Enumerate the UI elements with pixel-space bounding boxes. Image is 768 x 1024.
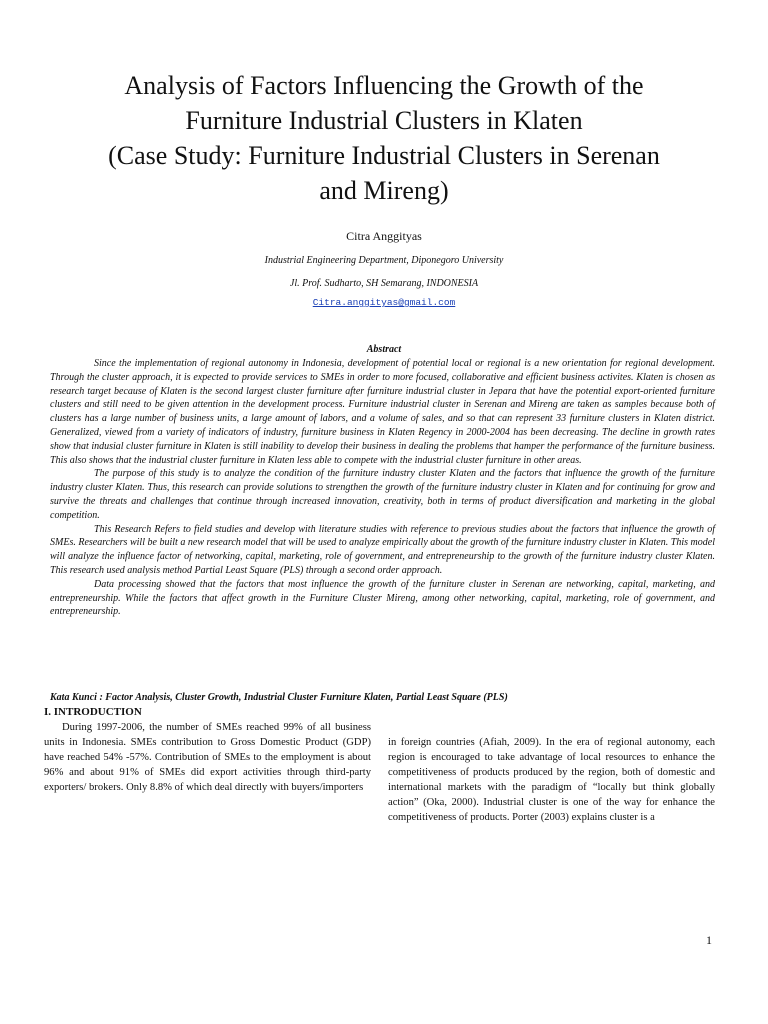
- abstract-paragraph: Data processing showed that the factors that most influence the growth of the furniture cluster in Serenan are networking, capital, marketing, and entrepreneurship. While the factors that affect growth in the Furniture Cluster Mireng, among other networking, capital, marketing, role of government, and entrepreneurship.: [50, 578, 715, 618]
- abstract-paragraph: Since the implementation of regional autonomy in Indonesia, development of potential local or regional is a new orientation for regional development. Through the cluster approach, it is expected to provide services to SMEs in order to more focused, collaborative and efficient business activites. Klaten is chosen as research target because of Klaten is the second largest cluster furniture after furniture industrial cluster in Jepara that have the potential export-oriented furniture clusters and still need to be given attention in the development process. Furniture industrial cluster in Serenan and Mireng are taken as samples because both of clusters has a large number of business units, a large amount of labors, and a volume of sales, and so that can represent 33 furniture clusters in Klaten district. Generalized, viewed from a variety of indicators of industry, furniture business in Klaten Regency in 2000-2004 has been decreasing. The decline in growth rates show that indusial cluster furniture in Klaten is still inability to develop their business in dealing the problems that hamper the performance of the furniture business. This also shows that the industrial cluster furniture in Klaten less able to compete with the industrial cluster furniture in other areas.: [50, 358, 715, 466]
- author-name: Citra Anggityas: [346, 229, 422, 243]
- section-heading-introduction: I. INTRODUCTION: [44, 706, 142, 718]
- left-column: [44, 705, 371, 795]
- title-line: Furniture Industrial Clusters in Klaten: [185, 106, 583, 135]
- keywords: Kata Kunci : Factor Analysis, Cluster Growth, Industrial Cluster Furniture Klaten, Partial Least Square (PLS): [50, 692, 508, 703]
- title-line: and Mireng): [319, 176, 449, 205]
- introduction-paragraph-right: in foreign countries (Afiah, 2009). In the era of regional autonomy, each region is encouraged to take advantage of local resources to enhance the competitiveness of products produced by the region, both of domestic and international markets with the paradigm of “locally but think globally action” (Oka, 2000). Industrial cluster is one of the way for enhance the competitiveness of products. Porter (2003) explains cluster is a: [388, 737, 715, 823]
- page-number: 1: [706, 933, 712, 947]
- author-email-link[interactable]: Citra.anggityas@gmail.com: [312, 297, 456, 308]
- abstract-body: [50, 357, 715, 619]
- introduction-paragraph-left: During 1997-2006, the number of SMEs reached 99% of all business units in Indonesia. SMEs contribution to Gross Domestic Product (GDP) have reached 54% -57%. Contribution of SMEs to the employment is about 96% and about 91% of SMEs did export activities through third-party exporters/ brokers. Only 8.8% of which deal directly with buyers/importers: [44, 722, 371, 793]
- abstract-paragraph: This Research Refers to field studies and develop with literature studies with reference to previous studies about the factors that influence the growth of SMEs. Researchers will be built a new research model that will be used to analyze empirically about the growth of the furniture industry cluster in Klaten. This model will analyze the influence factor of networking, capital, marketing, role of government, and entrepreneurship to the growth of the furniture industry cluster Klaten. This research used analysis method Partial Least Square (PLS) through a second order approach.: [50, 523, 715, 576]
- title-line: (Case Study: Furniture Industrial Clusters in Serenan: [108, 141, 660, 170]
- title-line: Analysis of Factors Influencing the Growth of the: [124, 71, 644, 100]
- abstract-paragraph: The purpose of this study is to analyze the condition of the furniture industry cluster Klaten and the factors that influence the growth of the furniture industry cluster Klaten. Thus, this research can provide solutions to strengthen the growth of the furniture industry cluster in Klaten and for continuing for grow and survive the threats and challenges that continue through increased innovation, creativity, both in terms of product diversification and marketing in the global competition.: [50, 468, 715, 521]
- paper-title: [40, 68, 728, 208]
- abstract-heading: Abstract: [366, 344, 402, 355]
- author-address: Jl. Prof. Sudharto, SH Semarang, INDONESIA: [289, 278, 479, 289]
- right-column: [388, 735, 715, 825]
- author-department: Industrial Engineering Department, Diponegoro University: [264, 255, 504, 266]
